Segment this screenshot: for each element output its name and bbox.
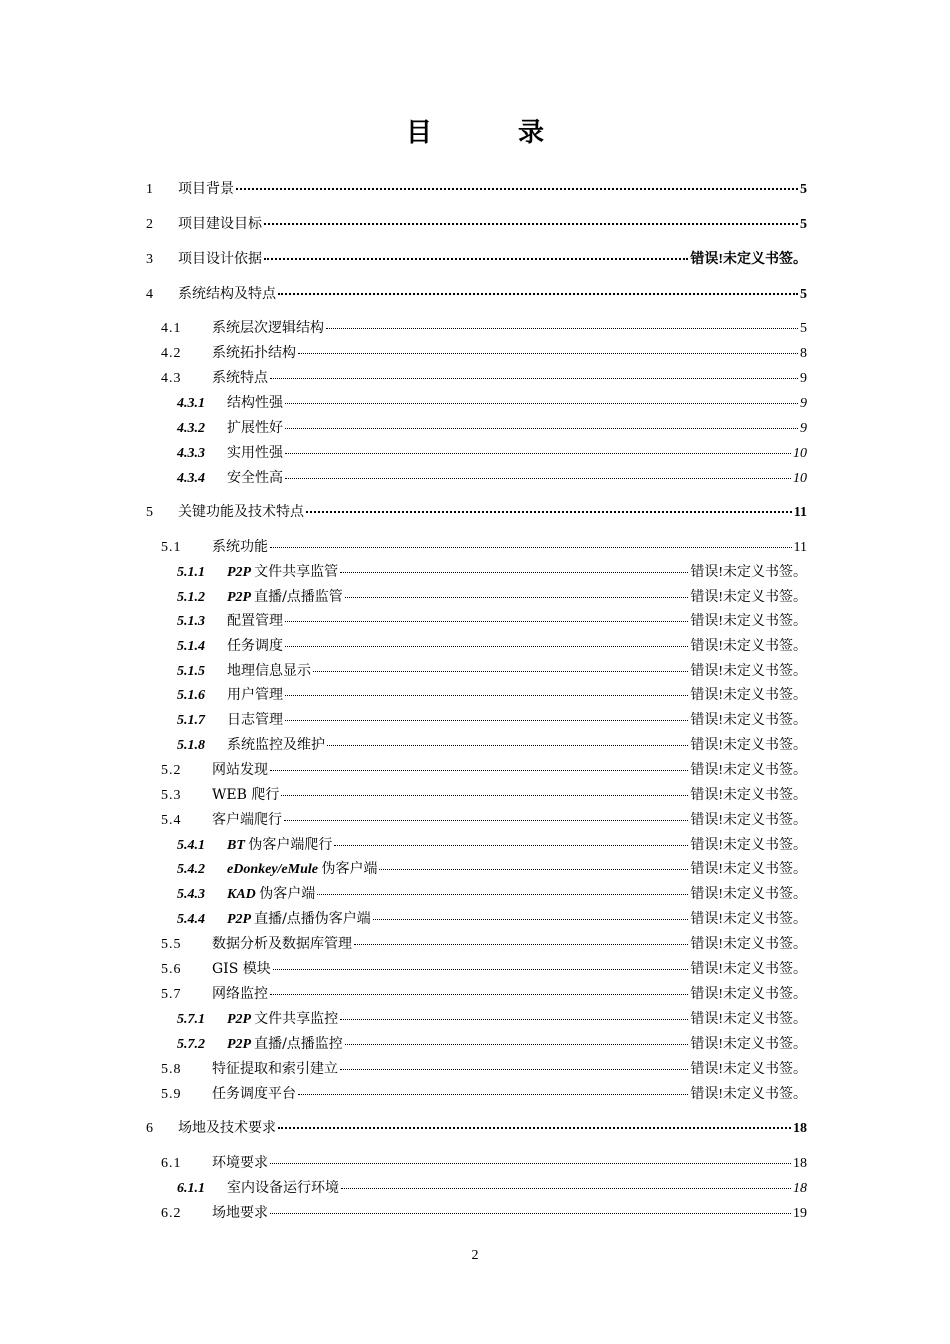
toc-leader-dots [298,1094,688,1095]
toc-entry-number: 5.1.5 [177,664,205,679]
toc-entry-number: 5 [146,505,153,520]
toc-entry-page: 10 [793,471,807,486]
toc-leader-dots [264,258,688,260]
toc-entry-6-1[interactable] [161,1152,807,1172]
toc-entry-page: 19 [793,1206,807,1221]
toc-entry-5-4-3[interactable] [177,883,807,903]
toc-entry-5-4[interactable] [161,809,807,829]
toc-entry-number: 3 [146,252,153,267]
toc-entry-number: 5.4 [161,813,182,828]
toc-entry-number: 5.1.7 [177,713,205,728]
toc-entry-page: 错误!未定义书签。 [690,912,807,927]
toc-entry-4-3-4[interactable] [177,467,807,487]
toc-entry-title: 安全性高 [227,470,283,486]
toc-entry-5-1-2[interactable] [177,586,807,606]
toc-leader-dots [285,478,791,479]
toc-entry-page: 错误!未定义书签。 [690,763,807,778]
toc-leader-dots [306,511,792,513]
toc-entry-number: 5.4.3 [177,887,205,902]
toc-entry-5-5[interactable] [161,933,807,953]
toc-leader-dots [340,1069,688,1070]
toc-entry-page: 9 [800,396,807,411]
toc-entry-number: 5.1.2 [177,590,205,605]
toc-entry-page: 错误!未定义书签。 [690,565,807,580]
toc-entry-number: 6.2 [161,1206,182,1221]
toc-entry-title: 场地及技术要求 [178,1120,276,1136]
toc-entry-title: 关键功能及技术特点 [178,504,304,520]
toc-entry-number: 5.1.1 [177,565,205,580]
toc-entry-title: 数据分析及数据库管理 [212,936,352,952]
toc-entry-page: 错误!未定义书签。 [690,1037,807,1052]
toc-entry-page: 5 [800,321,807,336]
toc-entry-number: 5.1.3 [177,614,205,629]
toc-entry-number: 5.6 [161,962,182,977]
toc-entry-page: 5 [800,287,807,302]
toc-entry-title: P2P 文件共享监控 [227,1011,339,1027]
toc-entry-title: 实用性强 [227,445,283,461]
toc-leader-dots [373,919,689,920]
toc-entry-title: 项目建设目标 [178,216,262,232]
toc-entry-page: 9 [800,371,807,386]
toc-entry-page: 错误!未定义书签。 [690,639,807,654]
toc-leader-dots [285,720,688,721]
toc-entry-title: P2P 直播/点播监控 [227,1036,343,1052]
toc-entry-5-4-4[interactable] [177,908,807,928]
toc-entry-2[interactable] [146,213,807,233]
toc-entry-number: 5.7 [161,987,182,1002]
toc-entry-title: 系统拓扑结构 [212,345,296,361]
toc-entry-title: WEB 爬行 [212,787,280,803]
toc-entry-5-1-1[interactable] [177,561,807,581]
toc-entry-1[interactable] [146,178,807,198]
toc-entry-4[interactable] [146,283,807,303]
toc-entry-number: 4.3.1 [177,396,205,411]
toc-leader-dots [345,1044,689,1045]
toc-entry-6[interactable] [146,1117,807,1137]
toc-leader-dots [379,869,688,870]
toc-entry-page: 错误!未定义书签。 [690,614,807,629]
toc-entry-5-1-6[interactable] [177,684,807,704]
toc-entry-title: 网络监控 [212,986,268,1002]
toc-entry-5-1-4[interactable] [177,635,807,655]
toc-leader-dots [270,1213,791,1214]
toc-leader-dots [278,293,798,295]
toc-entry-page: 错误!未定义书签。 [690,813,807,828]
toc-leader-dots [341,1188,791,1189]
toc-entry-title: 任务调度 [227,638,283,654]
toc-entry-number: 5.9 [161,1087,182,1102]
toc-entry-4-3[interactable] [161,367,807,387]
toc-entry-title: 项目设计依据 [178,251,262,267]
toc-entry-title: 客户端爬行 [212,812,282,828]
toc-entry-page: 5 [800,182,807,197]
toc-entry-number: 5.4.2 [177,862,205,877]
toc-entry-title: 系统特点 [212,370,268,386]
toc-entry-4-1[interactable] [161,317,807,337]
toc-entry-5-7-2[interactable] [177,1033,807,1053]
toc-entry-page: 8 [800,346,807,361]
toc-entry-page: 错误!未定义书签。 [690,838,807,853]
toc-entry-title: 地理信息显示 [227,663,311,679]
toc-leader-dots [285,695,688,696]
toc-entry-title: 配置管理 [227,613,283,629]
toc-entry-title: 室内设备运行环境 [227,1180,339,1196]
toc-leader-dots [345,597,689,598]
toc-leader-dots [270,1163,791,1164]
toc-entry-5-7[interactable] [161,983,807,1003]
toc-leader-dots [285,621,688,622]
toc-entry-title: P2P 文件共享监管 [227,564,339,580]
toc-entry-number: 2 [146,217,153,232]
toc-entry-number: 1 [146,182,153,197]
toc-entry-number: 5.8 [161,1062,182,1077]
toc-leader-dots [284,820,688,821]
toc-entry-page: 11 [793,540,807,555]
toc-leader-dots [264,223,798,225]
toc-entry-page: 错误!未定义书签。 [690,862,807,877]
toc-leader-dots [270,994,688,995]
toc-entry-4-3-2[interactable] [177,417,807,437]
toc-entry-page: 错误!未定义书签。 [690,788,807,803]
toc-entry-page: 9 [800,421,807,436]
toc-entry-title: 用户管理 [227,687,283,703]
toc-entry-number: 4.1 [161,321,182,336]
page-title: 目 录 [405,118,574,148]
toc-entry-title: 任务调度平台 [212,1086,296,1102]
toc-entry-title: KAD 伪客户端 [227,886,316,902]
toc-entry-page: 11 [793,505,807,520]
toc-leader-dots [278,1127,791,1129]
toc-entry-number: 4.2 [161,346,182,361]
toc-entry-number: 5.7.2 [177,1037,205,1052]
toc-entry-5-7-1[interactable] [177,1008,807,1028]
toc-entry-6-1-1[interactable] [177,1177,807,1197]
toc-entry-5-8[interactable] [161,1058,807,1078]
toc-entry-title: 网站发现 [212,762,268,778]
toc-entry-page: 错误!未定义书签。 [690,664,807,679]
toc-entry-title: BT 伪客户端爬行 [227,837,333,853]
toc-entry-page: 错误!未定义书签。 [690,688,807,703]
toc-entry-title: 系统功能 [212,539,268,555]
toc-leader-dots [340,1019,688,1020]
toc-leader-dots [313,671,688,672]
toc-leader-dots [340,572,688,573]
toc-entry-title: 系统层次逻辑结构 [212,320,324,336]
toc-leader-dots [317,894,688,895]
toc-entry-5-9[interactable] [161,1083,807,1103]
toc-entry-number: 5.3 [161,788,182,803]
toc-entry-number: 4.3 [161,371,182,386]
toc-entry-number: 6.1 [161,1156,182,1171]
toc-entry-number: 5.1.4 [177,639,205,654]
toc-entry-number: 5.1.6 [177,688,205,703]
toc-entry-page: 18 [793,1156,807,1171]
toc-entry-title: 系统结构及特点 [178,286,276,302]
toc-entry-5-1-5[interactable] [177,660,807,680]
toc-leader-dots [298,353,798,354]
toc-leader-dots [326,328,798,329]
toc-entry-5-3[interactable] [161,784,807,804]
toc-entry-5-2[interactable] [161,759,807,779]
toc-entry-5-1-8[interactable] [177,734,807,754]
toc-entry-6-2[interactable] [161,1202,807,1222]
toc-leader-dots [285,403,798,404]
toc-entry-4-2[interactable] [161,342,807,362]
toc-entry-number: 5.1 [161,540,182,555]
toc-entry-title: 特征提取和索引建立 [212,1061,338,1077]
toc-leader-dots [327,745,688,746]
toc-entry-page: 错误!未定义书签。 [690,738,807,753]
toc-entry-title: 系统监控及维护 [227,737,325,753]
toc-entry-number: 5.7.1 [177,1012,205,1027]
toc-entry-5-6[interactable] [161,958,807,978]
toc-entry-title: 场地要求 [212,1205,268,1221]
toc-entry-page: 错误!未定义书签。 [690,1087,807,1102]
toc-entry-title: GIS 模块 [212,961,271,977]
toc-entry-title: 环境要求 [212,1155,268,1171]
toc-entry-number: 4.3.2 [177,421,205,436]
toc-entry-title: 日志管理 [227,712,283,728]
toc-entry-page: 错误!未定义书签。 [690,962,807,977]
toc-entry-title: P2P 直播/点播伪客户端 [227,911,371,927]
toc-leader-dots [354,944,688,945]
toc-leader-dots [281,795,688,796]
toc-entry-number: 4.3.3 [177,446,205,461]
toc-entry-page: 10 [793,446,807,461]
toc-leader-dots [273,969,689,970]
page-number: 2 [471,1248,479,1263]
toc-entry-page: 错误!未定义书签。 [690,252,807,267]
toc-entry-page: 错误!未定义书签。 [690,1012,807,1027]
toc-entry-title: 项目背景 [178,181,234,197]
toc-leader-dots [270,770,688,771]
toc-entry-4-3-1[interactable] [177,392,807,412]
toc-entry-number: 5.4.4 [177,912,205,927]
toc-entry-5-1-7[interactable] [177,709,807,729]
toc-entry-page: 错误!未定义书签。 [690,887,807,902]
toc-leader-dots [285,646,688,647]
toc-leader-dots [270,547,792,548]
toc-entry-number: 6 [146,1121,153,1136]
toc-entry-number: 5.1.8 [177,738,205,753]
toc-entry-page: 5 [800,217,807,232]
toc-leader-dots [285,428,798,429]
toc-entry-4-3-3[interactable] [177,442,807,462]
toc-leader-dots [270,378,798,379]
toc-entry-number: 4 [146,287,153,302]
toc-leader-dots [236,188,798,190]
toc-entry-page: 错误!未定义书签。 [690,987,807,1002]
toc-entry-5[interactable] [146,501,807,521]
toc-entry-page: 错误!未定义书签。 [690,937,807,952]
toc-entry-number: 5.2 [161,763,182,778]
toc-entry-title: 扩展性好 [227,420,283,436]
toc-entry-page: 18 [793,1181,807,1196]
toc-entry-page: 错误!未定义书签。 [690,590,807,605]
toc-entry-number: 5.4.1 [177,838,205,853]
toc-entry-number: 5.5 [161,937,182,952]
toc-entry-page: 错误!未定义书签。 [690,713,807,728]
toc-entry-title: 结构性强 [227,395,283,411]
toc-entry-number: 4.3.4 [177,471,205,486]
toc-leader-dots [334,845,688,846]
toc-entry-number: 6.1.1 [177,1181,205,1196]
toc-entry-5-4-1[interactable] [177,834,807,854]
toc-entry-5-1-3[interactable] [177,610,807,630]
toc-entry-5-4-2[interactable] [177,858,807,878]
toc-leader-dots [285,453,791,454]
toc-entry-page: 错误!未定义书签。 [690,1062,807,1077]
toc-entry-title: eDonkey/eMule 伪客户端 [227,861,378,877]
toc-entry-5-1[interactable] [161,536,807,556]
toc-entry-title: P2P 直播/点播监管 [227,589,343,605]
toc-entry-page: 18 [793,1121,807,1136]
toc-entry-3[interactable] [146,248,807,268]
